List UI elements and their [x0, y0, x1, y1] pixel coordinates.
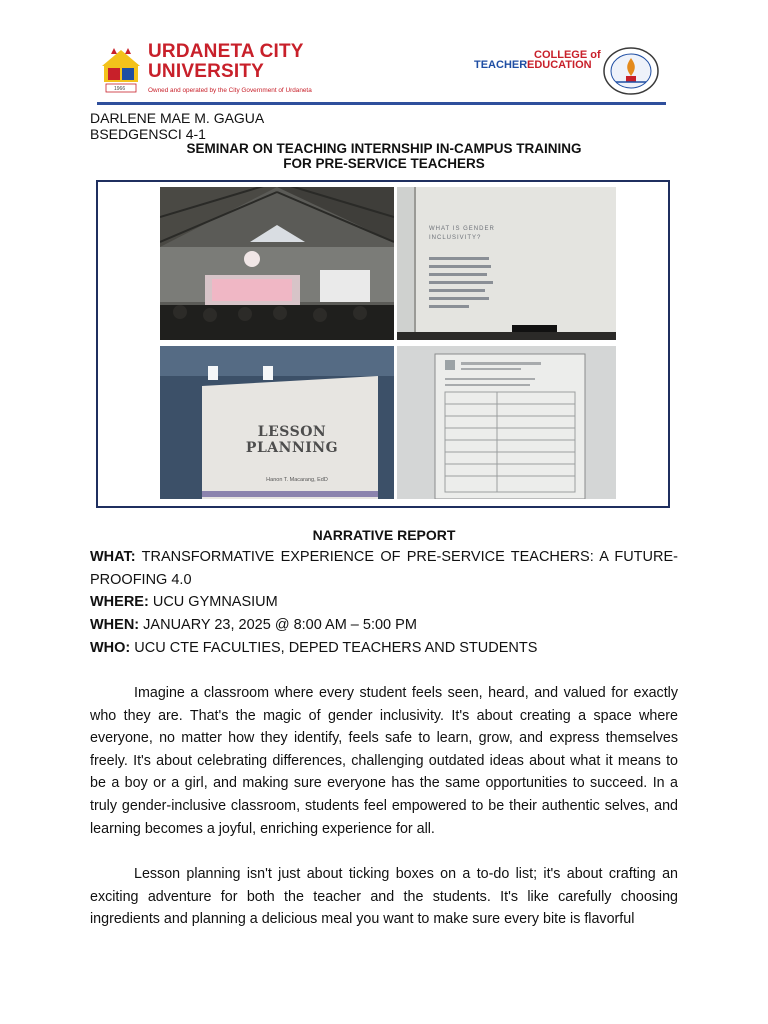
paragraph-lesson-planning: Lesson planning isn't just about ticking boxes on a to-do list; it's about crafting an exciting adventure for both the teacher and the students. It's like carefully choosing ingredients and planning a delicious meal you want to make sure every bite is flavorful [90, 866, 678, 928]
where-row [90, 591, 678, 614]
university-name-line1: URDANETA CITY [148, 41, 304, 62]
slide-lesson-author: Hanon T. Macarang, EdD [266, 477, 328, 483]
university-name [148, 42, 304, 82]
slide-gender-title: WHAT IS GENDER INCLUSIVITY? [429, 226, 495, 241]
student-name: DARLENE MAE M. GAGUA [90, 110, 265, 126]
what-label: WHAT: [90, 549, 136, 565]
narrative-report-heading: NARRATIVE REPORT [312, 527, 456, 543]
what-row [90, 546, 678, 591]
college-label-line1: COLLEGE of [534, 49, 601, 61]
photo-gymnasium-stage [160, 187, 394, 340]
document-title-line1: SEMINAR ON TEACHING INTERNSHIP IN-CAMPUS TRAINING [186, 141, 582, 156]
paragraph-gender-inclusivity: Imagine a classroom where every student feels seen, heard, and valued for exactly who they are. That's the magic of gender inclusivity. It's about creating a space where everyone, no matter how they identify, feels safe to learn, grow, and express themselves freely. It's about celebrating differences, challenging outdated ideas about what it means to be a boy or a girl, and making sure everyone has the same opportunities to succeed. In a truly gender-inclusive classroom, students feel empowered to be their authentic selves, and learning becomes a joyful, enriching experience for all. [90, 685, 678, 837]
document-title-line2: FOR PRE-SERVICE TEACHERS [283, 156, 485, 171]
who-row [90, 637, 678, 660]
header-divider [97, 102, 666, 105]
who-value: UCU CTE FACULTIES, DEPED TEACHERS AND STUDENTS [134, 640, 538, 656]
slide-lesson-title: LESSON PLANNING [245, 424, 339, 456]
where-label: WHERE: [90, 594, 149, 610]
student-section: BSEDGENSCI 4-1 [90, 126, 206, 142]
photo-lesson-planning-slide [160, 346, 394, 499]
where-value: UCU GYMNASIUM [152, 594, 278, 610]
photo-gender-inclusivity-slide [397, 187, 616, 340]
university-name-line2: UNIVERSITY [148, 61, 265, 82]
what-value: TRANSFORMATIVE EXPERIENCE OF PRE-SERVICE TEACHERS: A FUTURE-PROOFING 4.0 [90, 549, 678, 588]
college-label-education: EDUCATION [527, 59, 592, 71]
when-value: JANUARY 23, 2025 @ 8:00 AM – 5:00 PM [143, 617, 417, 633]
university-tagline: Owned and operated by the City Government of Urdaneta [148, 87, 312, 94]
college-seal-logo [602, 46, 660, 96]
college-label-teacher: TEACHER [474, 59, 528, 71]
logo-year: 1966 [114, 86, 126, 92]
photo-collage-frame [96, 180, 670, 508]
when-label: WHEN: [90, 617, 140, 633]
when-row [90, 614, 678, 637]
photo-lesson-plan-form-slide [397, 346, 616, 499]
who-label: WHO: [90, 640, 131, 656]
